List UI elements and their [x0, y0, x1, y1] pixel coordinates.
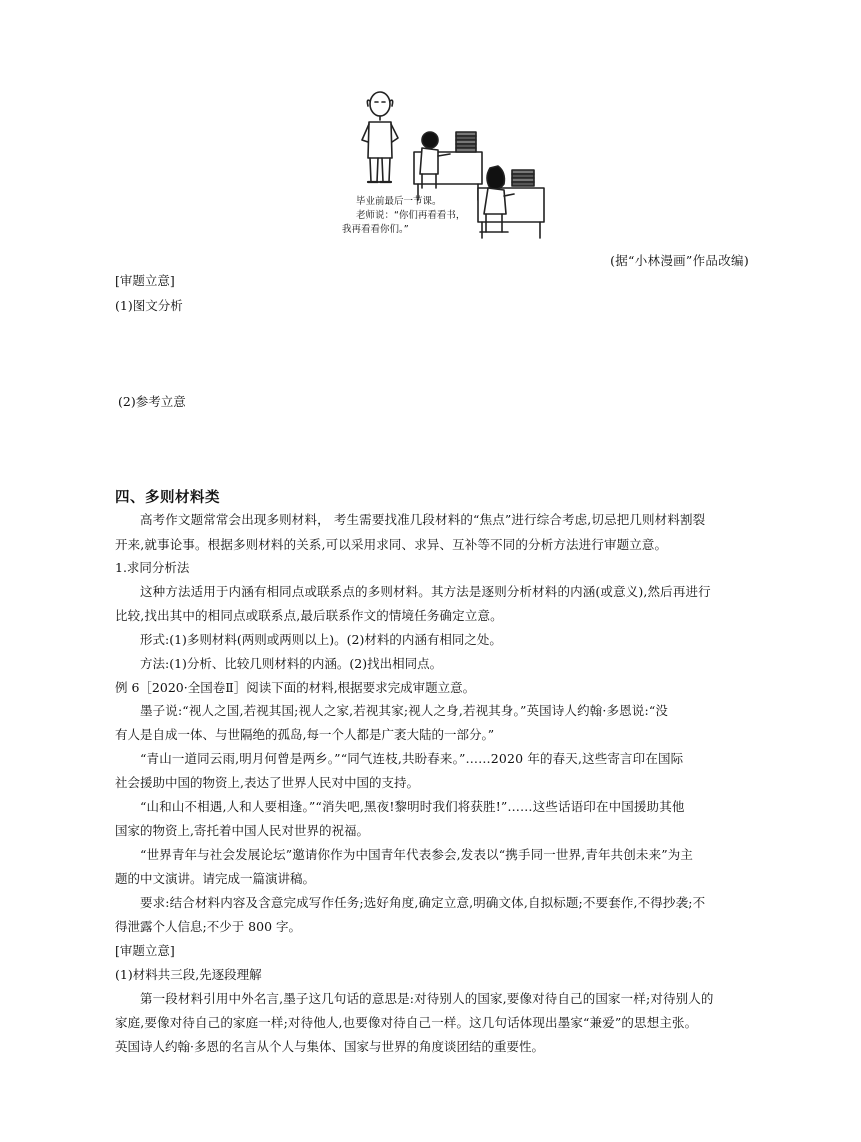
cartoon-caption: (据“小林漫画”作品改编): [610, 253, 749, 268]
example-para-4-line-2: 题的中文演讲。请完成一篇演讲稿。: [115, 871, 316, 886]
cartoon-line-2: 老师说：“你们再看看书，: [356, 210, 466, 221]
section-heading: 四、多则材料类: [115, 490, 220, 506]
intro-paragraph-line-1: 高考作文题常常会出现多则材料， 考生需要找准几段材料的“焦点”进行综合考虑,切忌把几则材料割裂: [140, 512, 706, 527]
analysis-subheading: (1)材料共三段,先逐段理解: [115, 967, 262, 982]
analysis-item-2: (2)参考立意: [118, 394, 186, 409]
example-para-1-line-2: 有人是自成一体、与世隔绝的孤岛,每一个人都是广袤大陆的一部分。”: [115, 727, 495, 742]
form-text: 形式:(1)多则材料(两则或两则以上)。(2)材料的内涵有相同之处。: [140, 632, 502, 647]
method-heading: 1.求同分析法: [115, 560, 190, 575]
analysis-label: [审题立意]: [115, 273, 175, 288]
example-title: 例 6［2020·全国卷Ⅱ］阅读下面的材料,根据要求完成审题立意。: [115, 680, 476, 695]
analysis-para-line-3: 英国诗人约翰·多恩的名言从个人与集体、国家与世界的角度谈团结的重要性。: [115, 1039, 544, 1054]
method-paragraph-line-1: 这种方法适用于内涵有相同点或联系点的多则材料。其方法是逐则分析材料的内涵(或意义),然后再进行: [140, 584, 711, 599]
books-stack-1: [456, 132, 476, 152]
example-para-2-line-1: “青山一道同云雨,明月何曾是两乡。”“同气连枝,共盼春来。”……2020 年的春天,这些寄言印在国际: [140, 751, 684, 766]
example-para-2-line-2: 社会援助中国的物资上,表达了世界人民对中国的支持。: [115, 775, 419, 790]
cartoon-handwriting: [342, 195, 465, 235]
example-para-3-line-1: “山和山不相遇,人和人要相逢。”“消失吧,黑夜!黎明时我们将获胜!”……这些话语印在中国援助其他: [140, 799, 685, 814]
cartoon-line-1: 毕业前最后一节课。: [356, 196, 442, 207]
example-para-1-line-1: 墨子说:“视人之国,若视其国;视人之家,若视其家;视人之身,若视其身。”英国诗人约翰·多恩说:“没: [140, 703, 669, 718]
analysis-label-2: [审题立意]: [115, 943, 175, 958]
requirements-line-2: 得泄露个人信息;不少于 800 字。: [115, 919, 302, 934]
analysis-para-line-2: 家庭,要像对待自己的家庭一样;对待他人,也要像对待自己一样。这几句话体现出墨家“兼爱”的思想主张。: [115, 1015, 698, 1030]
method-paragraph-line-2: 比较,找出其中的相同点或联系点,最后联系作文的情境任务确定立意。: [115, 608, 503, 623]
method-text: 方法:(1)分析、比较几则材料的内涵。(2)找出相同点。: [140, 656, 443, 671]
cartoon-illustration: [342, 92, 548, 252]
example-para-3-line-2: 国家的物资上,寄托着中国人民对世界的祝福。: [115, 823, 369, 838]
books-stack-2: [512, 170, 534, 186]
teacher-figure: [362, 92, 398, 182]
requirements-line-1: 要求:结合材料内容及含意完成写作任务;选好角度,确定立意,明确文体,自拟标题;不要套作,不得抄袭;不: [140, 895, 706, 910]
analysis-item-1: (1)图文分析: [115, 298, 183, 313]
example-para-4-line-1: “世界青年与社会发展论坛”邀请你作为中国青年代表参会,发表以“携手同一世界,青年共创未来”为主: [140, 847, 694, 862]
analysis-para-line-1: 第一段材料引用中外名言,墨子这几句话的意思是:对待别人的国家,要像对待自己的国家一样;对待别人的: [140, 991, 714, 1006]
intro-paragraph-line-2: 开来,就事论事。根据多则材料的关系,可以采用求同、求异、互补等不同的分析方法进行审题立意。: [115, 537, 668, 552]
cartoon-line-3: 我再看看你们。”: [342, 224, 409, 235]
